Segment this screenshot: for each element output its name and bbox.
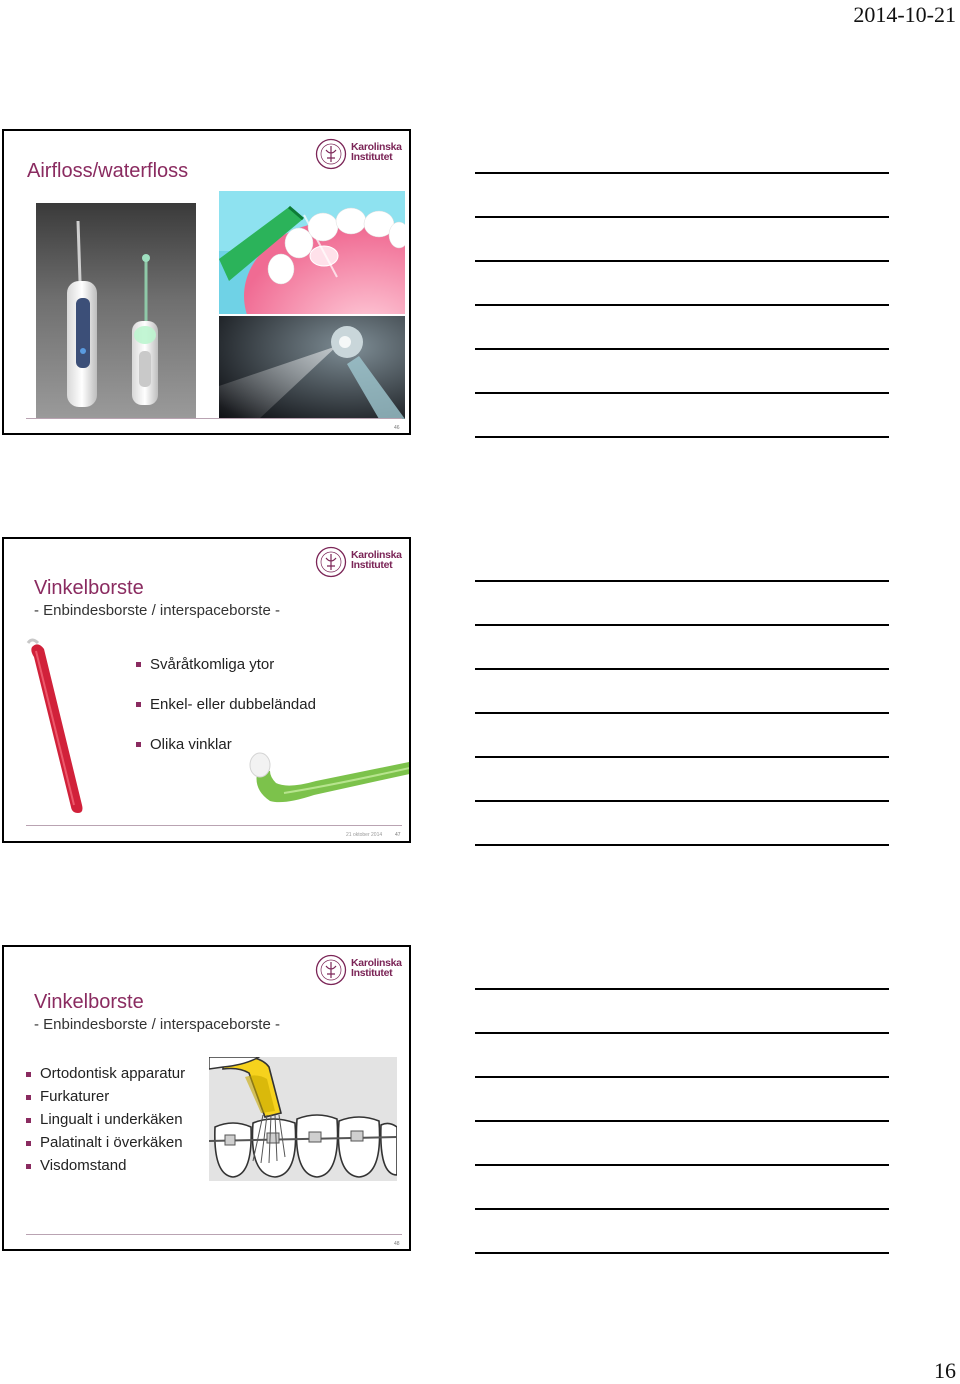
page-number: 16 — [934, 1358, 956, 1383]
water-jet-photo — [219, 316, 405, 419]
waterflosser-photo — [36, 203, 196, 418]
karolinska-logo: Karolinska Institutet — [315, 954, 399, 986]
slide-subtitle: - Enbindesborste / interspaceborste - — [34, 1016, 280, 1033]
slide-vinkelborste-1 — [2, 537, 411, 843]
green-interspace-brush-image — [244, 749, 411, 809]
seal-icon — [315, 954, 347, 986]
seal-icon — [315, 546, 347, 578]
footer-divider — [26, 825, 402, 826]
slide-date: 21 oktober 2014 — [346, 832, 383, 838]
list-item: Visdomstand — [26, 1157, 185, 1180]
slide-number: 46 — [394, 425, 400, 431]
notes-lines-2 — [475, 538, 889, 846]
list-item: Lingualt i underkäken — [26, 1111, 185, 1134]
bullet-list — [26, 1065, 185, 1180]
notes-lines-3 — [475, 946, 889, 1254]
karolinska-logo: Karolinska Institutet — [315, 546, 399, 578]
notes-lines-1 — [475, 130, 889, 438]
list-item: Olika vinklar — [136, 736, 316, 776]
footer-divider — [26, 1234, 402, 1235]
gum-cleaning-illustration — [219, 191, 405, 314]
list-item: Enkel- eller dubbeländad — [136, 696, 316, 736]
slide-vinkelborste-2 — [2, 945, 411, 1251]
list-item: Svåråtkomliga ytor — [136, 656, 316, 696]
red-interspace-brush-image — [24, 637, 94, 817]
slide-airfloss — [2, 129, 411, 435]
footer-divider — [26, 418, 402, 419]
slide-title: Airfloss/waterfloss — [27, 160, 189, 182]
slide-title: Vinkelborste — [34, 577, 144, 599]
list-item: Palatinalt i överkäken — [26, 1134, 185, 1157]
braces-brushing-illustration — [209, 1057, 397, 1181]
karolinska-logo: Karolinska Institutet — [315, 138, 399, 170]
list-item: Ortodontisk apparatur — [26, 1065, 185, 1088]
list-item: Furkaturer — [26, 1088, 185, 1111]
slide-number: 47 — [395, 832, 401, 838]
slide-title: Vinkelborste — [34, 991, 144, 1013]
slide-subtitle: - Enbindesborste / interspaceborste - — [34, 602, 280, 619]
seal-icon — [315, 138, 347, 170]
document-date: 2014-10-21 — [853, 2, 956, 27]
slide-number: 48 — [394, 1241, 400, 1247]
